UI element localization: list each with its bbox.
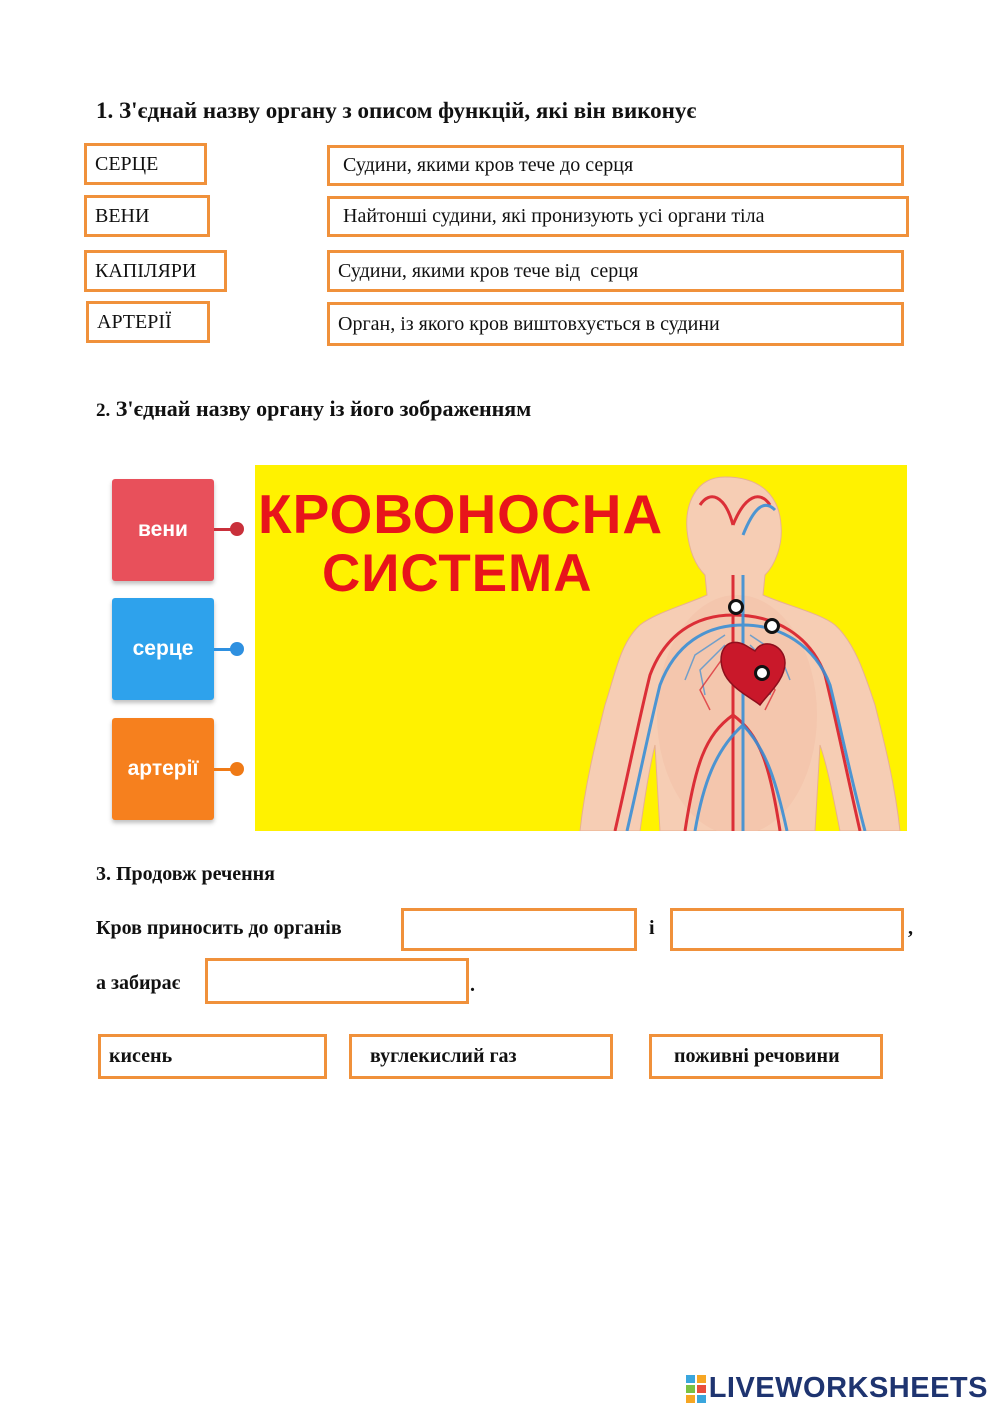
option-label: поживні речовини <box>674 1045 840 1067</box>
description-label: Орган, із якого кров виштовхується в судини <box>338 312 720 335</box>
description-box-4[interactable] <box>327 302 904 346</box>
tile-label: серце <box>132 637 194 660</box>
liveworksheets-logo <box>686 1372 988 1405</box>
tile-label: артерії <box>127 757 199 780</box>
organ-box-capillaries[interactable] <box>84 250 227 292</box>
option-label: вуглекислий газ <box>370 1045 517 1067</box>
organ-box-heart[interactable] <box>84 143 207 185</box>
connector-dot[interactable] <box>230 762 244 776</box>
logo-icon <box>686 1375 706 1403</box>
task1-heading: 1. З'єднай назву органу з описом функцій, які він виконує <box>96 98 697 123</box>
connector-dot[interactable] <box>230 642 244 656</box>
circulatory-system-image <box>255 465 907 831</box>
target-marker-1[interactable] <box>728 599 744 615</box>
option-label: кисень <box>109 1045 173 1067</box>
tile-veins[interactable] <box>112 479 214 581</box>
sentence-part2: а забирає <box>96 972 181 994</box>
answer-blank-2[interactable] <box>670 908 904 951</box>
organ-label: ВЕНИ <box>95 204 150 227</box>
target-marker-2[interactable] <box>764 618 780 634</box>
sentence-part1: Кров приносить до органів <box>96 917 342 939</box>
answer-blank-3[interactable] <box>205 958 469 1004</box>
target-marker-3[interactable] <box>754 665 770 681</box>
sentence-period: . <box>470 974 475 996</box>
task2-title: З'єднай назву органу із його зображенням <box>115 396 532 421</box>
banner-title-line1: КРОВОНОСНА <box>258 483 664 545</box>
answer-blank-1[interactable] <box>401 908 637 951</box>
option-nutrients[interactable] <box>649 1034 883 1079</box>
task2-heading <box>96 396 531 422</box>
option-carbon-dioxide[interactable] <box>349 1034 613 1079</box>
sentence-comma: , <box>908 917 913 939</box>
logo-text: LIVEWORKSHEETS <box>708 1372 988 1404</box>
task3-heading: 3. Продовж речення <box>96 863 275 885</box>
tile-label: вени <box>138 518 188 541</box>
tile-arteries[interactable] <box>112 718 214 820</box>
option-oxygen[interactable] <box>98 1034 327 1079</box>
description-box-1[interactable] <box>327 145 904 186</box>
organ-label: КАПІЛЯРИ <box>95 259 197 282</box>
organ-box-veins[interactable] <box>84 195 210 237</box>
description-box-3[interactable] <box>327 250 904 292</box>
organ-label: СЕРЦЕ <box>95 152 159 175</box>
tile-heart[interactable] <box>112 598 214 700</box>
description-box-2[interactable] <box>327 196 909 237</box>
description-label: Найтонші судини, які пронизують усі органи тіла <box>343 205 765 227</box>
connector-dot[interactable] <box>230 522 244 536</box>
task2-number: 2. <box>96 400 111 421</box>
organ-label: АРТЕРІЇ <box>97 310 172 333</box>
description-label: Судини, якими кров тече до серця <box>338 154 634 176</box>
human-body-illustration <box>255 465 907 831</box>
description-label: Судини, якими кров тече від серця <box>338 259 639 282</box>
organ-box-arteries[interactable] <box>86 301 210 343</box>
banner-title-line2: СИСТЕМА <box>322 544 593 603</box>
sentence-conjunction: і <box>649 917 655 939</box>
